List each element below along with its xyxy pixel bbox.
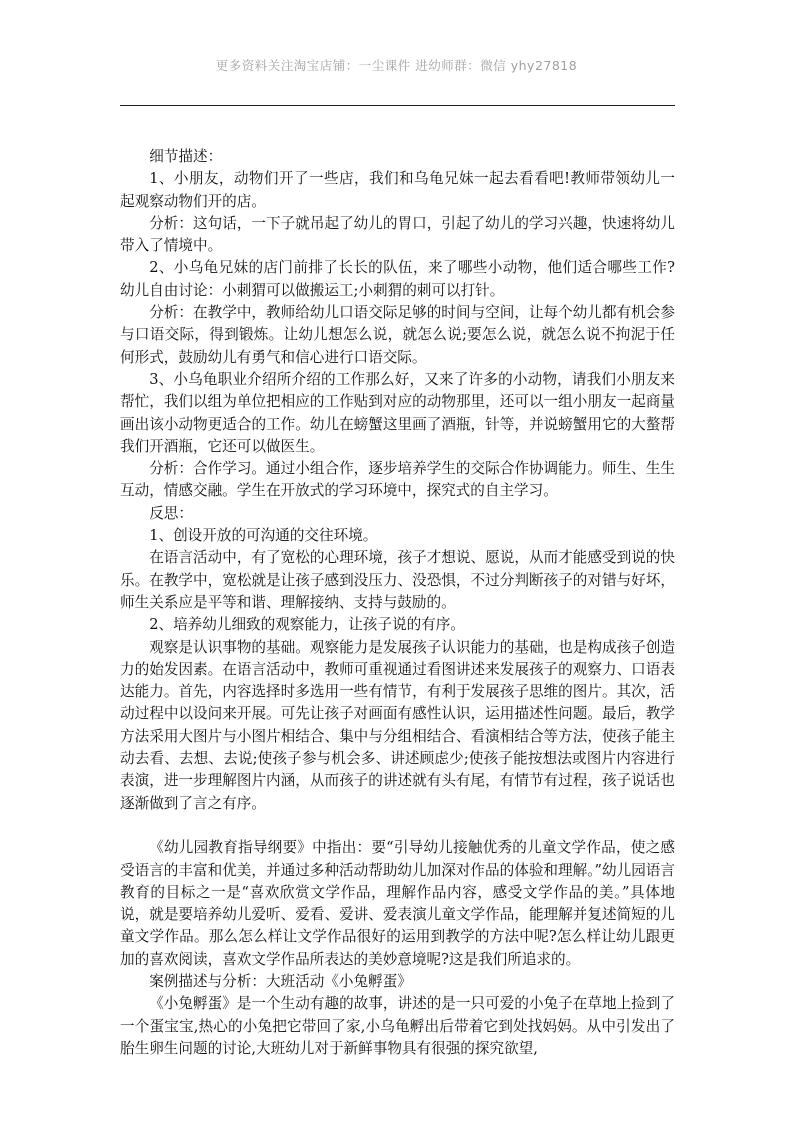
paragraph: 《幼儿园教育指导纲要》中指出：要“引导幼儿接触优秀的儿童文学作品，使之感受语言的丰富和优美，并通过多种活动帮助幼儿加深对作品的体验和理解。”幼儿园语言教育的目标之一是“喜欢欣赏文学作品，理解作品内容，感受文学作品的美。”具体地说，就是要培养幼儿爱听、爱看、爱讲、爱表演儿童文学作品，能理解并复述简短的儿童文学作品。那么怎么样让文学作品很好的运用到教学的方法中呢?怎么样让幼儿跟更加的喜欢阅读，喜欢文学作品所表达的美妙意境呢?这是我们所追求的。 xyxy=(120,839,675,968)
paragraph: 分析：合作学习。通过小组合作，逐步培养学生的交际合作协调能力。师生、生生互动，情感交融。学生在开放式的学习环境中，探究式的自主学习。 xyxy=(120,460,675,500)
section-heading-reflection: 反思： xyxy=(149,504,193,522)
section-heading-detail: 细节描述： xyxy=(149,148,223,165)
header-divider xyxy=(120,105,675,106)
document-body xyxy=(120,146,675,1060)
paragraph: 分析：在教学中，教师给幼儿口语交际足够的时间与空间，让每个幼儿都有机会参与口语交际，得到锻炼。让幼儿想怎么说，就怎么说;要怎么说，就怎么说不拘泥于任何形式，鼓励幼儿有勇气和信心进行口语交际。 xyxy=(120,304,675,366)
paragraph: 在语言活动中，有了宽松的心理环境，孩子才想说、愿说，从而才能感受到说的快乐。在教学中，宽松就是让孩子感到没压力、没恐惧，不过分判断孩子的对错与好坏，师生关系应是平等和谐、理解接纳、支持与鼓励的。 xyxy=(120,549,675,611)
paragraph: 3、小乌龟职业介绍所介绍的工作那么好，又来了许多的小动物，请我们小朋友来帮忙，我们以组为单位把相应的工作贴到对应的动物那里，还可以一组小朋友一起商量画出该小动物更适合的工作。幼儿在螃蟹这里画了酒瓶，针等，并说螃蟹用它的大螯帮我们开酒瓶，它还可以做医生。 xyxy=(120,370,675,455)
paragraph: 观察是认识事物的基础。观察能力是发展孩子认识能力的基础，也是构成孩子创造力的始发因素。在语言活动中，教师可重视通过看图讲述来发展孩子的观察力、口语表达能力。首先，内容选择时多选用一些有情节，有利于发展孩子思维的图片。其次，活动过程中以设问来开展。可先让孩子对画面有感性认识，运用描述性问题。最后，教学方法采用大图片与小图片相结合、集中与分组相结合、看演相结合等方法，使孩子能主动去看、去想、去说;使孩子参与机会多、讲述顾虑少;使孩子能按想法或图片内容进行表演，进一步理解图片内涵，从而孩子的讲述就有头有尾，有情节有过程，孩子说话也逐渐做到了言之有序。 xyxy=(120,638,675,812)
paragraph: 1、创设开放的可沟通的交往环境。 xyxy=(149,527,378,545)
blank-line xyxy=(120,815,675,837)
paragraph: 2、小乌龟兄妹的店门前排了长长的队伍，来了哪些小动物，他们适合哪些工作?幼儿自由讨论：小刺猬可以做搬运工;小刺猬的刺可以打针。 xyxy=(120,259,675,299)
paragraph: 1、小朋友，动物们开了一些店，我们和乌龟兄妹一起去看看吧!教师带领幼儿一起观察动物们开的店。 xyxy=(120,170,675,210)
section-heading-case: 案例描述与分析：大班活动《小兔孵蛋》 xyxy=(149,972,412,990)
paragraph: 分析：这句话，一下子就吊起了幼儿的胃口，引起了幼儿的学习兴趣，快速将幼儿带入了情境中。 xyxy=(120,214,675,255)
page-header-watermark: 更多资料关注淘宝店铺：一尘课件 进幼师群：微信 yhy27818 xyxy=(215,58,578,73)
paragraph: 《小兔孵蛋》是一个生动有趣的故事，讲述的是一只可爱的小兔子在草地上捡到了一个蛋宝宝,热心的小兔把它带回了家,小乌龟孵出后带着它到处找妈妈。从中引发出了胎生卵生问题的讨论,大班幼儿对于新鲜事物具有很强的探究欲望, xyxy=(120,995,675,1057)
paragraph: 2、培养幼儿细致的观察能力，让孩子说的有序。 xyxy=(149,616,465,634)
